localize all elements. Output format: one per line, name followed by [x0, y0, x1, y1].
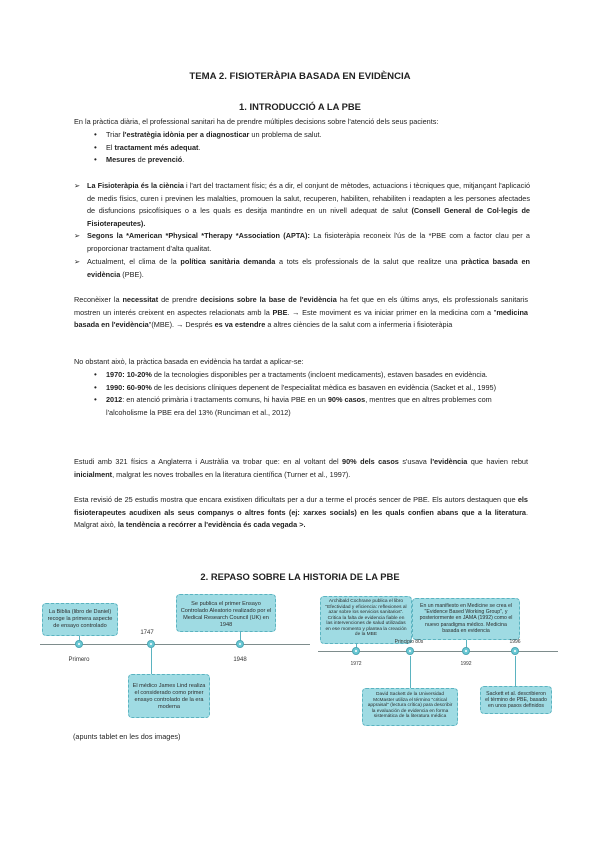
- timeline-dot: [406, 647, 414, 655]
- list-item: • Triar l'estratègia idònia per a diagnosticar un problema de salut.: [94, 129, 530, 142]
- timeline-dot: [352, 647, 360, 655]
- timeline-connector: [151, 648, 152, 674]
- timeline-label: 1996: [509, 639, 521, 645]
- timeline-bubble: El médico James Lind realiza el considerado como primer ensayo controlado de la era moderna: [128, 674, 210, 718]
- list-item: • El tractament més adequat.: [94, 142, 530, 155]
- timeline-dot: [511, 647, 519, 655]
- page-title: TEMA 2. FISIOTERÀPIA BASADA EN EVIDÈNCIA: [189, 71, 411, 82]
- list-item: • 1990: 60-90% de les decisions clíniques depenent de l'especialitat mèdica es basaven en evidència (Sacket et al., 1995): [94, 382, 530, 395]
- timeline-label: 1992: [460, 661, 472, 667]
- list-item: • Mesures de prevenció.: [94, 154, 530, 167]
- timeline-label: 1972: [350, 661, 362, 667]
- arrow-bullet-icon: ➢: [74, 231, 81, 240]
- arrow-item-climate: ➢ Actualment, el clima de la política sanitària demanda a tots els professionals de la salut que realitze una pràctica basada en evidència (PBE).: [74, 257, 530, 279]
- timeline-bubble: La Biblia (libro de Daniel) recoge la primera aspecte de ensayo controlado: [42, 603, 118, 636]
- caption: (apunts tablet en les dos images): [73, 732, 181, 741]
- timeline-bubble: David Sackett de la Universidad McMaster utiliza el término "critical appraisal" (lectura crítica) para describir la evaluación de evidencia en forma sistemática de la literatura médica: [362, 688, 458, 726]
- timeline-label: Primero: [68, 657, 90, 663]
- arrow-item-apta: ➢ Segons la *American *Physical *Therapy *Association (APTA): La fisioteràpia reconeix l'ús de la *PBE com a factor clau per a proporcionar tractament d'alta qualitat.: [74, 231, 530, 253]
- timeline-bubble: Archibald Cochrane publica el libro "Efectividad y eficiencia: reflexiones al azar sobre los servicios sanitarios". Critica la falta de evidencia fiable en las intervenciones de salud utilizadas en ese momento y plantea la creación de la MBE: [320, 596, 412, 644]
- list-item: • 1970: 10-20% de la tecnologies disponibles per a tractaments (incloent medicaments), estaven basades en evidència.: [94, 369, 530, 382]
- paragraph-study: Estudi amb 321 físics a Anglaterra i Austràlia va trobar que: en al voltant del 90% dels casos s'usava l'evidència que havien rebut inicialment, malgrat les noves troballes en la literatura científica (Turner et al., 1997).: [74, 457, 529, 479]
- paragraph-delay: No obstant això, la pràctica basada en evidència ha tardat a aplicar-se:: [74, 357, 304, 366]
- timeline-label: 1747: [140, 630, 154, 636]
- arrow-bullet-icon: ➢: [74, 257, 81, 266]
- timeline-dot: [75, 640, 83, 648]
- timeline-dot: [147, 640, 155, 648]
- section-1-heading: 1. INTRODUCCIÓ A LA PBE: [239, 101, 361, 112]
- decisions-list: [94, 129, 530, 167]
- history-stats-list: [94, 369, 530, 419]
- section-2-heading: 2. REPASO SOBRE LA HISTORIA DE LA PBE: [200, 571, 400, 582]
- paragraph-need: Reconèixer la necessitat de prendre decisions sobre la base de l'evidència ha fet que en els últims anys, els professionals sanitaris mostren un interés creixent en aspectes relacionats amb la PBE. → Este moviment es va iniciar primer en la medicina com a "medicina basada en l'evidència"(MBE). → Després es va estendre a altres ciències de la salut com a infermeria i fisioteràpia: [74, 295, 528, 330]
- timeline-dot: [236, 640, 244, 648]
- list-item: • 2012: en atenció primària i tractaments comuns, hi havia PBE en un 90% casos, mentres que en altres problemes com l'alcoholisme la PBE era del 13% (Runciman et al., 2012): [94, 394, 530, 419]
- paragraph-review: Esta revisió de 25 estudis mostra que encara existixen dificultats per a dur a terme el procés sencer de PBE. Els autors destaquen que els fisioterapeutes acudixen als seus companys o altres fonts (ej: xarxes socials) en les quals confien abans que a la literatura. Malgrat això, la tendència a recórrer a l'evidència és cada vegada >.: [74, 495, 528, 530]
- intro-paragraph: En la pràctica diària, el professional sanitari ha de prendre múltiples decisions sobre l'atenció dels seus pacients:: [74, 117, 439, 126]
- arrow-item-physiotherapy: ➢ La Fisioteràpia és la ciència i l'art del tractament físic; és a dir, el conjunt de mètodes, actuacions i tècniques que, mitjançant l'aplicació de medis físics, curen i previnen les malalties, promouen la salut, recuperen, habiliten, rehabiliten i readapten a les persones afectades de disfuncions psicofísiques o a les quals es desitja mantindre en un nivell adequat de salut (Consell General de Col·legis de Fisioterapeutes).: [74, 181, 530, 228]
- timeline-label: 1948: [233, 657, 247, 663]
- timeline-dot: [462, 647, 470, 655]
- timeline-bubble: Se publica el primer Ensayo Controlado Aleatorio realizado por el Medical Research Council (UK) en 1948: [176, 594, 276, 632]
- arrow-bullet-icon: ➢: [74, 181, 81, 190]
- timeline-bubble: Sackett et al. describieron el término de PBE, basado en unos pasos definidos: [480, 686, 552, 714]
- timeline-connector: [515, 656, 516, 686]
- timeline-bubble: En un manifiesto en Medicine se crea el "Evidence Based Working Group", y posteriormente en JAMA (1992) como el nuevo paradigma médico. Medicina basada en evidencia: [412, 598, 520, 640]
- timeline-connector: [410, 656, 411, 688]
- timeline-label: Principio 80s: [394, 639, 424, 645]
